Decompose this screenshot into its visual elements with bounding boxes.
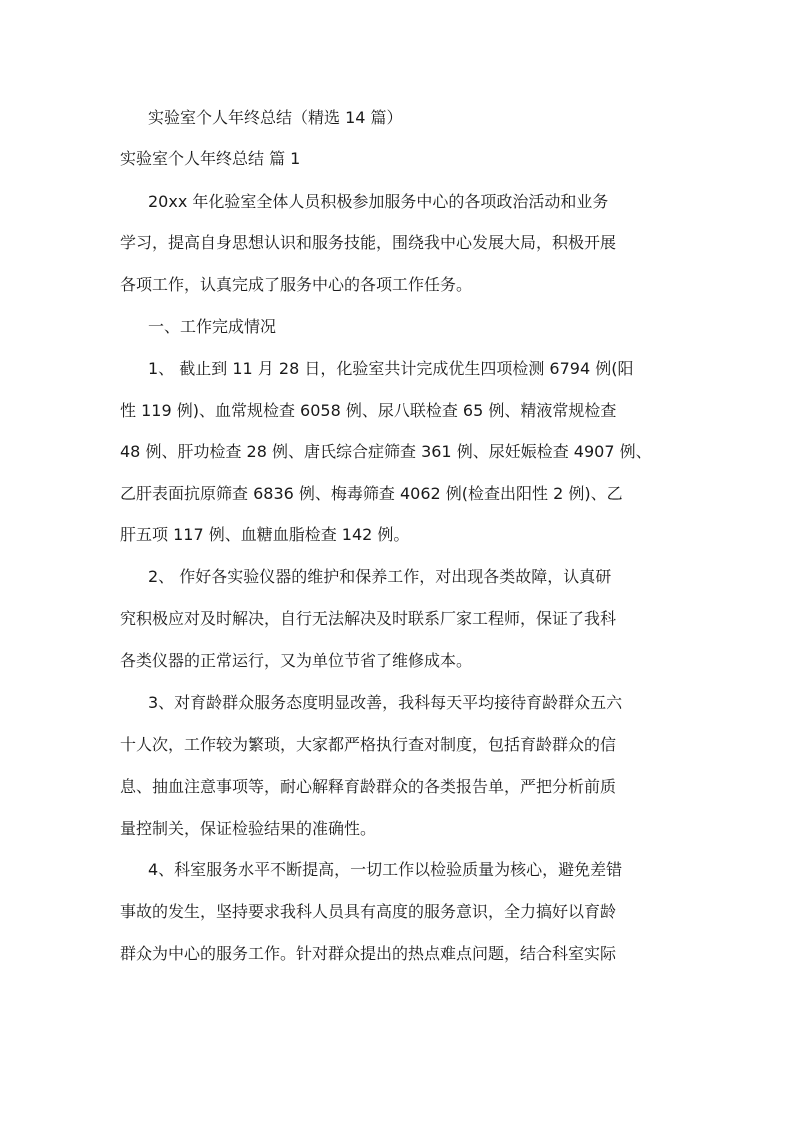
subsection-heading: 一、工作完成情况 [148, 317, 277, 336]
paragraph-line: 学习，提高自身思想认识和服务技能，围绕我中心发展大局，积极开展 [120, 233, 617, 252]
paragraph-line: 4、科室服务水平不断提高，一切工作以检验质量为核心，避免差错 [148, 860, 623, 879]
paragraph-line: 量控制关，保证检验结果的准确性。 [120, 819, 377, 838]
paragraph-line: 各项工作，认真完成了服务中心的各项工作任务。 [120, 275, 473, 294]
paragraph-line: 息、抽血注意事项等，耐心解释育龄群众的各类报告单，严把分析前质 [120, 777, 617, 796]
paragraph-line: 2、 作好各实验仪器的维护和保养工作，对出现各类故障，认真研 [148, 567, 612, 586]
paragraph-line: 性 119 例)、血常规检查 6058 例、尿八联检查 65 例、精液常规检查 [120, 401, 617, 420]
paragraph-line: 48 例、肝功检查 28 例、唐氏综合症筛查 361 例、尿妊娠检查 4907 例、 [120, 442, 652, 461]
section-heading: 实验室个人年终总结 篇 1 [120, 149, 301, 168]
paragraph-line: 1、 截止到 11 月 28 日，化验室共计完成优生四项检测 6794 例(阳 [148, 359, 634, 378]
paragraph-line: 究积极应对及时解决，自行无法解决及时联系厂家工程师，保证了我科 [120, 609, 617, 628]
document-title: 实验室个人年终总结（精选 14 篇） [148, 108, 403, 127]
paragraph-line: 肝五项 117 例、血糖血脂检查 142 例。 [120, 525, 410, 544]
paragraph-line: 十人次，工作较为繁琐，大家都严格执行查对制度，包括育龄群众的信 [120, 735, 617, 754]
paragraph-line: 乙肝表面抗原筛查 6836 例、梅毒筛查 4062 例(检查出阳性 2 例)、乙 [120, 484, 623, 503]
paragraph-line: 3、对育龄群众服务态度明显改善，我科每天平均接待育龄群众五六 [148, 693, 623, 712]
paragraph-line: 各类仪器的正常运行，又为单位节省了维修成本。 [120, 651, 473, 670]
paragraph-line: 群众为中心的服务工作。针对群众提出的热点难点问题，结合科室实际 [120, 944, 617, 963]
paragraph-line: 事故的发生，坚持要求我科人员具有高度的服务意识，全力搞好以育龄 [120, 902, 617, 921]
paragraph-line: 20xx 年化验室全体人员积极参加服务中心的各项政治活动和业务 [148, 192, 609, 211]
